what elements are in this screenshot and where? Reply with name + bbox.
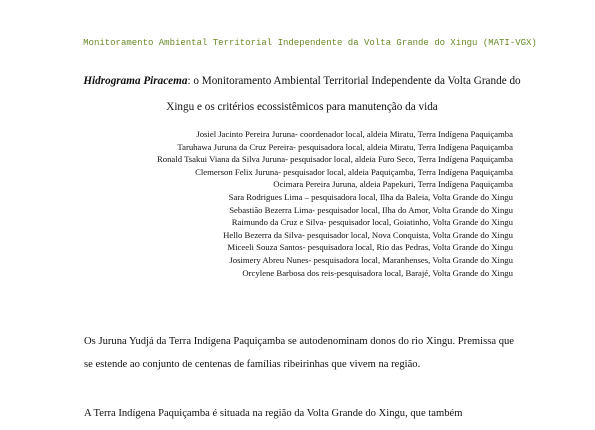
author-line: Orcylene Barbosa dos reis-pesquisadora local, Barajé, Volta Grande do Xingu [242,267,513,278]
author-line: Ronald Tsakui Viana da Silva Juruna- pesquisador local, aldeia Furo Seco, Terra Indígena Paquiçamba [156,154,513,165]
body-paragraph-1: Os Juruna Yudjá da Terra Indígena Paquiçamba se autodenominam donos do rio Xingu. Premissa que se estende ao conjunto de centenas de famílias ribeirinhas que vivem na região. [84,336,514,370]
document-subtitle [82,68,522,120]
author-line: Raimundo da Cruz e Silva- pesquisador local, Goiatinho, Volta Grande do Xingu [231,217,513,228]
author-line: Taruhawa Juruna da Cruz Pereira- pesquisadora local, aldeia Miratu, Terra Indígena Paquiçamba [177,141,513,152]
author-line: Josiel Jacinto Pereira Juruna- coordenador local, aldeia Miratu, Terra Indígena Paquiçamba [196,129,513,139]
author-line: Josimery Abreu Nunes- pesquisadora local, Maranhenses, Volta Grande do Xingu [229,254,513,265]
body-paragraph-2: A Terra Indígena Paquiçamba é situada na região da Volta Grande do Xingu, que também [84,408,463,419]
subtitle-lead: Hidrograma Piracema [83,75,188,87]
author-list [100,128,513,279]
subtitle-rest: : o Monitoramento Ambiental Territorial Independente da Volta Grande do Xingu e os critérios ecossistêmicos para manutenção da vida [166,75,521,113]
document-header-title: Monitoramento Ambiental Territorial Independente da Volta Grande do Xingu (MATI-VGX) [83,38,537,48]
author-line: Ocimara Pereira Juruna, aldeia Papekuri, Terra Indígena Paquiçamba [273,179,513,190]
author-line: Clemerson Felix Juruna- pesquisador local, aldeia Paquiçamba, Terra Indígena Paquiçamba [195,166,513,177]
author-line: Sara Rodrigues Lima – pesquisadora local, Ilha da Baleia, Volta Grande do Xingu [228,191,513,202]
author-line: Sebastião Bezerra Lima- pesquisador local, Ilha do Amor, Volta Grande do Xingu [229,204,513,215]
author-line: Hello Bezerra da Silva- pesquisador local, Nova Conquista, Volta Grande do Xingu [223,229,513,240]
author-line: Miceeli Souza Santos- pesquisadora local, Rio das Pedras, Volta Grande do Xingu [227,242,513,253]
